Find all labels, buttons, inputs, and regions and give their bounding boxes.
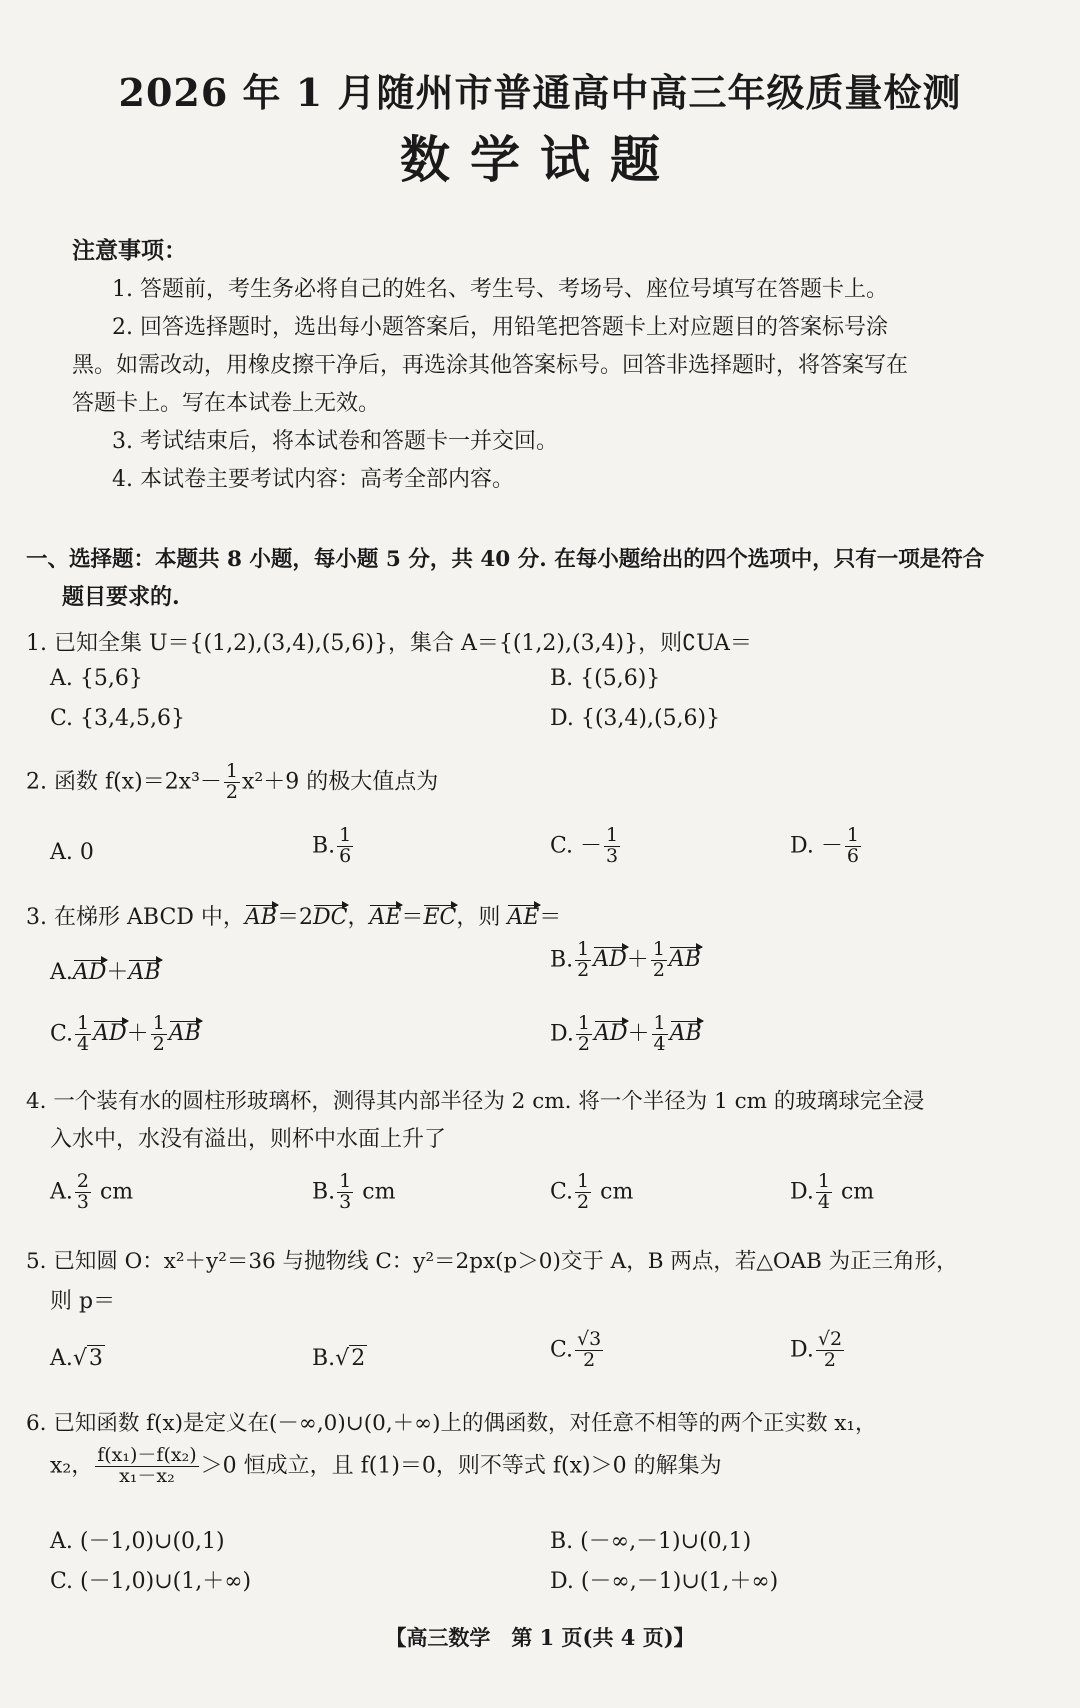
q5-option-a: A.√3	[50, 1346, 103, 1371]
q5-option-d: D. $\frac{√2}{2}$	[790, 1328, 843, 1371]
q2-option-a: A. 0	[50, 840, 94, 865]
q3-option-d: D. $\frac{1}{2}$ AD＋ $\frac{1}{4}$ AB	[550, 1012, 702, 1055]
q2-option-d: D. － $\frac{1}{6}$	[790, 824, 859, 867]
q4-option-d: D. $\frac{1}{4}$ cm	[790, 1170, 875, 1213]
q4-option-b: B. $\frac{1}{3}$ cm	[312, 1170, 396, 1213]
q1-option-b: B. {(5,6)}	[550, 666, 661, 691]
page-footer: 【高三数学 第 1 页(共 4 页)】	[385, 1625, 695, 1650]
question-5-stem: 5. 已知圆 O：x²＋y²＝36 与抛物线 C：y²＝2px(p＞0)交于 A，B 两点，若△OAB 为正三角形，	[26, 1249, 958, 1274]
question-4-stem-cont: 入水中，水没有溢出，则杯中水面上升了	[50, 1127, 447, 1152]
q1-option-d: D. {(3,4),(5,6)}	[550, 706, 721, 731]
q2-option-b: B. $\frac{1}{6}$	[312, 824, 352, 867]
notice-item: 答题卡上。写在本试卷上无效。	[72, 391, 381, 416]
q6-option-a: A. (－1,0)∪(0,1)	[50, 1529, 225, 1554]
q2-option-c: C. － $\frac{1}{3}$	[550, 824, 619, 867]
section-heading: 一、选择题：本题共 8 小题，每小题 5 分，共 40 分. 在每小题给出的四个选项中，只有一项是符合	[26, 547, 985, 572]
notice-item: 黑。如需改动，用橡皮擦干净后，再选涂其他答案标号。回答非选择题时，将答案写在	[72, 353, 909, 378]
q1-option-c: C. {3,4,5,6}	[50, 706, 185, 731]
question-1-stem: 1. 已知全集 U＝{(1,2),(3,4),(5,6)}，集合 A＝{(1,2),(3,4)}，则∁UA＝	[26, 631, 752, 656]
notice-item: 2. 回答选择题时，选出每小题答案后，用铅笔把答题卡上对应题目的答案标号涂	[112, 315, 888, 340]
q6-option-b: B. (－∞,－1)∪(0,1)	[550, 1529, 752, 1554]
q6-option-d: D. (－∞,－1)∪(1,＋∞)	[550, 1569, 779, 1594]
q4-option-c: C. $\frac{1}{2}$ cm	[550, 1170, 634, 1213]
q5-option-c: C. $\frac{√3}{2}$	[550, 1328, 602, 1371]
question-3-stem: 3. 在梯形 ABCD 中，AB＝2DC，AE＝EC，则 AE＝	[26, 905, 562, 930]
question-6-stem: 6. 已知函数 f(x)是定义在(－∞,0)∪(0,＋∞)上的偶函数，对任意不相等的两个正实数 x₁，	[26, 1411, 877, 1436]
q1-option-a: A. {5,6}	[50, 666, 143, 691]
notice-item: 4. 本试卷主要考试内容：高考全部内容。	[112, 467, 514, 492]
exam-subject: 数学试题	[400, 130, 680, 189]
notice-item: 3. 考试结束后，将本试卷和答题卡一并交回。	[112, 429, 558, 454]
q6-option-c: C. (－1,0)∪(1,＋∞)	[50, 1569, 252, 1594]
question-2-stem: 2. 函数 f(x)＝2x³－ $\frac{1}{2}$ x²＋9 的极大值点为	[26, 760, 439, 803]
exam-title: 2026 年 1 月随州市普通高中高三年级质量检测	[118, 70, 962, 115]
q3-option-b: B. $\frac{1}{2}$ AD＋ $\frac{1}{2}$ AB	[550, 938, 701, 981]
question-6-stem-cont: x₂， $\frac{\text{f(x₁)－f(x₂)}}{\text{x₁－x₂}}$ ＞0 恒成立，且 f(1)＝0，则不等式 f(x)＞0 的解集为	[50, 1444, 722, 1487]
q4-option-a: A. $\frac{2}{3}$ cm	[50, 1170, 134, 1213]
question-5-stem-cont: 则 p＝	[50, 1289, 116, 1314]
q3-option-c: C. $\frac{1}{4}$ AD＋ $\frac{1}{2}$ AB	[50, 1012, 201, 1055]
q5-option-b: B.√2	[312, 1346, 366, 1371]
q3-option-a: A.AD＋AB	[50, 960, 161, 985]
question-4-stem: 4. 一个装有水的圆柱形玻璃杯，测得其内部半径为 2 cm. 将一个半径为 1 cm 的玻璃球完全浸	[26, 1089, 925, 1114]
section-heading-cont: 题目要求的.	[62, 584, 180, 610]
notice-heading: 注意事项：	[72, 237, 187, 264]
notice-item: 1. 答题前，考生务必将自己的姓名、考生号、考场号、座位号填写在答题卡上。	[112, 277, 888, 302]
